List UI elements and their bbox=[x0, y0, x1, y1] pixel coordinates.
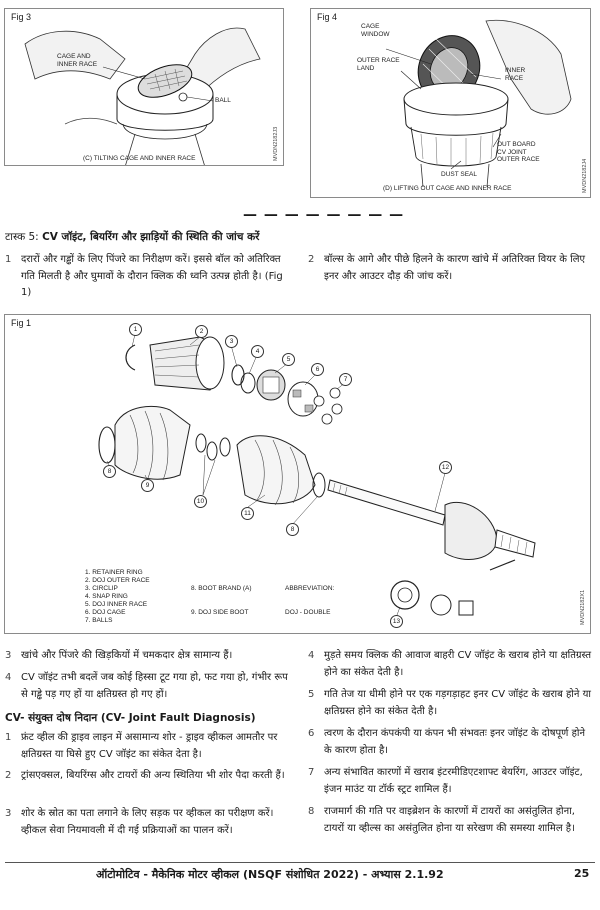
diagnosis-item-6 bbox=[308, 726, 593, 759]
item-number: 3 bbox=[5, 808, 12, 819]
legend-abbreviation bbox=[285, 569, 340, 634]
fig3-caption: (C) TILTING CAGE AND INNER RACE bbox=[83, 155, 196, 162]
figure-1 bbox=[4, 314, 591, 634]
legend-item bbox=[285, 633, 340, 634]
legend-item: ABBREVIATION: bbox=[285, 585, 335, 592]
item-text: शोर के स्रोत का पता लगाने के लिए सड़क पर व्हीकल का परीक्षण करें। व्हीकल सेवा नियमावली में दी गई प्रक्रियाओं का पालन करें। bbox=[21, 808, 274, 836]
legend-col-2 bbox=[191, 569, 252, 634]
item-text: राजमार्ग की गति पर वाइब्रेशन के कारणों में टायरों का असंतुलित होना, टायरों या व्हील्स का असंतुलित होना या सरेखण की समस्या शामिल है। bbox=[324, 806, 575, 834]
figure-3 bbox=[4, 8, 284, 166]
legend-item: 2. DOJ OUTER RACE bbox=[85, 577, 150, 584]
fault-diagnosis-heading: CV- संयुक्त दोष निदान (CV- Joint Fault Diagnosis) bbox=[5, 712, 256, 724]
fig1-title: Fig 1 bbox=[11, 318, 32, 328]
item-text: ट्रांसएक्सल, बियरिंग्स और टायरों की अन्य स्थितिया भी शोर पैदा करती हैं। bbox=[21, 770, 285, 781]
callout-3: 3 bbox=[225, 335, 238, 348]
fig3-illustration bbox=[5, 9, 284, 166]
figure-4 bbox=[310, 8, 591, 198]
item-text: त्वरण के दौरान कंपकंपी या कंपन भी संभवतः इनर जॉइंट के दोषपूर्ण होने के कारण होता है। bbox=[324, 728, 586, 756]
task-item-text: बॉल्स के आगे और पीछे हिलने के कारण खांचे में अतिरिक्त वियर के लिए इनर और आउटर दौड़ की जांच करें। bbox=[324, 254, 586, 282]
legend-item: DOJ - DOUBLE bbox=[285, 609, 331, 616]
item-text: CV जॉइंट तभी बदलें जब कोई हिस्सा टूट गया हो, फट गया हो, गंभीर रूप से गड्ढे पड़ गए हों या क्षतिग्रस्त हो गए हों। bbox=[21, 672, 288, 700]
task-item-2 bbox=[308, 252, 593, 285]
fig4-label-inner-race: INNER RACE bbox=[505, 67, 526, 82]
diagnosis-item-3 bbox=[5, 806, 288, 839]
legend-col-1 bbox=[85, 569, 150, 625]
item-number: 4 bbox=[5, 672, 12, 683]
legend-item: 1. RETAINER RING bbox=[85, 569, 143, 576]
legend-item: 4. SNAP RING bbox=[85, 593, 128, 600]
callout-10: 10 bbox=[194, 495, 207, 508]
page-footer: ऑटोमोटिव - मैकेनिक मोटर व्हीकल (NSQF संशोधित 2022) - अभ्यास 2.1.92 bbox=[96, 868, 444, 881]
section-separator: — — — — — — — — bbox=[243, 207, 405, 223]
fig4-illustration bbox=[311, 9, 591, 198]
fig3-label-cage: CAGE AND INNER RACE bbox=[57, 53, 98, 68]
item-text: गति तेज या धीमी होने पर एक गड़गड़ाहट इनर CV जॉइंट के खराब होने या क्षतिग्रस्त होने का संकेत देती है। bbox=[324, 689, 591, 717]
callout-12: 12 bbox=[439, 461, 452, 474]
legend-item: 3. CIRCLIP bbox=[85, 585, 118, 592]
legend-item bbox=[191, 633, 252, 634]
fig4-label-outer-race-land: OUTER RACE LAND bbox=[357, 57, 400, 72]
fig3-title: Fig 3 bbox=[11, 12, 32, 22]
callout-7: 7 bbox=[339, 373, 352, 386]
task-item-number: 2 bbox=[308, 254, 315, 265]
callout-4: 4 bbox=[251, 345, 264, 358]
check-item-3 bbox=[5, 648, 288, 665]
diagnosis-item-2 bbox=[5, 768, 288, 785]
fig3-code: MVDN2182J3 bbox=[273, 126, 279, 161]
item-number: 3 bbox=[5, 650, 12, 661]
item-number: 1 bbox=[5, 732, 12, 743]
fig4-label-dust-seal: DUST SEAL bbox=[441, 171, 478, 178]
check-item-4 bbox=[5, 670, 288, 703]
task-heading bbox=[5, 230, 259, 244]
item-text: फ्रंट व्हील की ड्राइव लाइन में असामान्य शोर - ड्राइव व्हीकल आमतौर पर क्षतिग्रस्त या घिसे हुए CV जॉइंट का संकेत देता है। bbox=[21, 732, 278, 760]
item-number: 8 bbox=[308, 806, 315, 817]
item-text: मुड़ते समय क्लिक की आवाज बाहरी CV जॉइंट के खराब होने या क्षतिग्रस्त होने का संकेत देती है। bbox=[324, 650, 592, 678]
task-title: CV जॉइंट, बियरिंग और झाड़ियों की स्थिति की जांच करें bbox=[42, 231, 260, 243]
callout-2: 2 bbox=[195, 325, 208, 338]
callout-11: 11 bbox=[241, 507, 254, 520]
callout-6: 6 bbox=[311, 363, 324, 376]
diagnosis-item-5 bbox=[308, 687, 593, 720]
fig1-code: MVDN2182X1 bbox=[580, 589, 586, 625]
callout-5: 5 bbox=[282, 353, 295, 366]
legend-item: 7. BALLS bbox=[85, 617, 113, 624]
footer-divider bbox=[5, 862, 595, 863]
fig4-label-outboard: OUT BOARD CV JOINT OUTER RACE bbox=[497, 141, 540, 163]
fig4-caption: (D) LIFTING OUT CAGE AND INNER RACE bbox=[383, 185, 512, 192]
fig3-label-ball: BALL bbox=[215, 97, 231, 104]
task-item-1 bbox=[5, 252, 288, 302]
callout-1: 1 bbox=[129, 323, 142, 336]
item-text: अन्य संभावित कारणों में खराब इंटरमीडिएटशाफ्ट बेयरिंग, आउटर जॉइंट, इंजन माउंट या टॉर्क स्ट्रट शामिल हैं। bbox=[324, 767, 583, 795]
diagnosis-item-8 bbox=[308, 804, 593, 837]
item-number: 2 bbox=[5, 770, 12, 781]
legend-item: 6. DOJ CAGE bbox=[85, 609, 126, 616]
diagnosis-item-4 bbox=[308, 648, 593, 681]
fig4-title: Fig 4 bbox=[317, 12, 338, 22]
task-prefix: टास्क 5: bbox=[5, 231, 43, 243]
item-number: 4 bbox=[308, 650, 315, 661]
diagnosis-item-7 bbox=[308, 765, 593, 798]
callout-9: 9 bbox=[141, 479, 154, 492]
diagnosis-item-1 bbox=[5, 730, 288, 763]
item-number: 5 bbox=[308, 689, 315, 700]
callout-8b: 8 bbox=[286, 523, 299, 536]
callout-8: 8 bbox=[103, 465, 116, 478]
item-number: 7 bbox=[308, 767, 315, 778]
item-number: 6 bbox=[308, 728, 315, 739]
legend-item: 8. BOOT BRAND (A) bbox=[191, 585, 252, 592]
fig4-code: MVDN2182J4 bbox=[582, 158, 588, 193]
item-text: खांचे और पिंजरे की खिड़कियों में चमकदार क्षेत्र सामान्य हैं। bbox=[21, 650, 233, 661]
legend-item: 5. DOJ INNER RACE bbox=[85, 601, 148, 608]
task-item-text: दरारों और गड्ढों के लिए पिंजरे का निरीक्षण करें। इससे बॉल को अतिरिक्त गति मिलती है और घुमावों के दौरान क्लिक की ध्वनि उत्पन्न होती है। (Fig 1) bbox=[21, 254, 283, 298]
callout-13: 13 bbox=[390, 615, 403, 628]
legend-item: 9. DOJ SIDE BOOT bbox=[191, 609, 249, 616]
task-item-number: 1 bbox=[5, 254, 12, 265]
fig4-label-cage-window: CAGE WINDOW bbox=[361, 23, 390, 38]
page-number: 25 bbox=[574, 867, 590, 880]
